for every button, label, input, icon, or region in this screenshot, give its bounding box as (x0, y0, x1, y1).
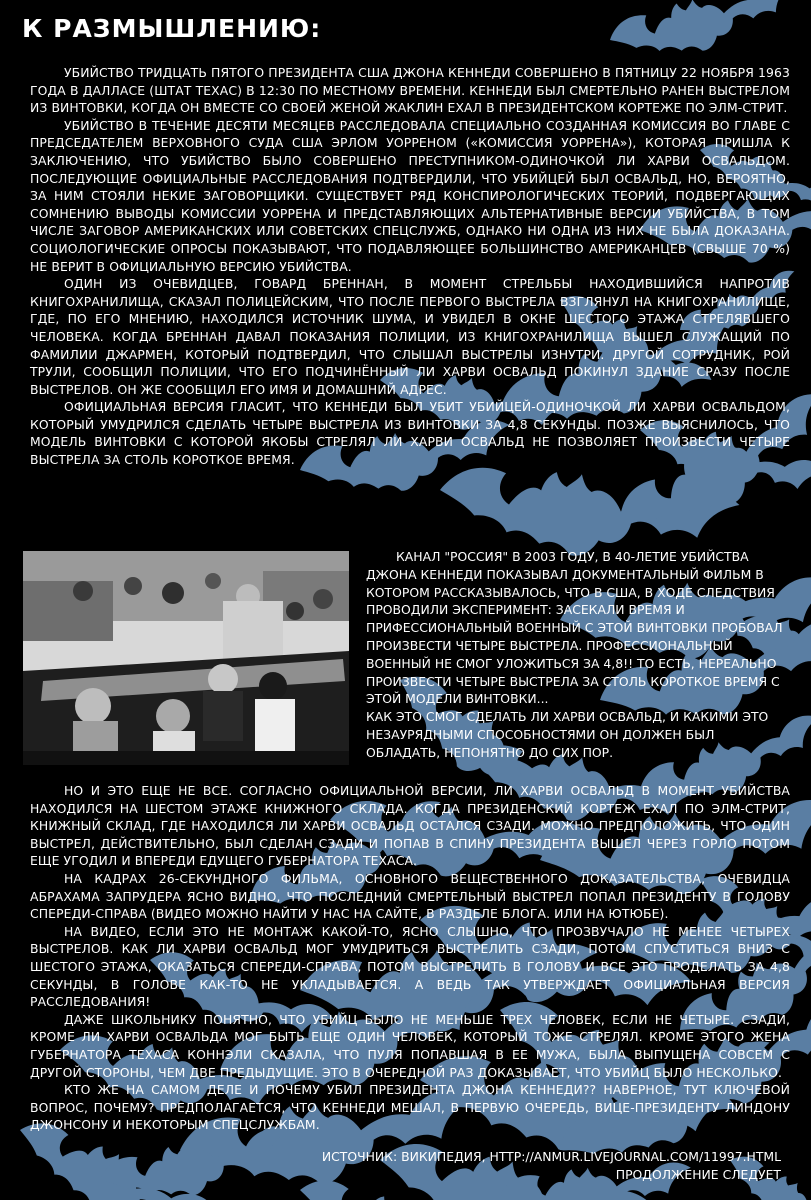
intro-paragraph: ОФИЦИАЛЬНАЯ ВЕРСИЯ ГЛАСИТ, ЧТО КЕННЕДИ БЫЛ УБИТ УБИЙЦЕЙ-ОДИНОЧКОЙ ЛИ ХАРВИ ОСВАЛЬДОМ, КОТОРЫЙ УМУДРИЛСЯ СДЕЛАТЬ ЧЕТЫРЕ ВЫСТРЕЛА ИЗ ВИНТОВКИ ЗА 4,8 СЕКУНДЫ. ПОЗЖЕ ВЫЯСНИЛОСЬ, ЧТО МОДЕЛЬ ВИНТОВКИ С КОТОРОЙ ЯКОБЫ СТРЕЛЯЛ ЛИ ХАРВИ ОСВАЛЬД НЕ ПОЗВОЛЯЕТ ПРОИЗВЕСТИ ЧЕТЫРЕ ВЫСТРЕЛА ЗА СТОЛЬ КОРОТКОЕ ВРЕМЯ. (30, 399, 790, 468)
continuation-note: ПРОДОЛЖЕНИЕ СЛЕДУЕТ (615, 1167, 781, 1182)
main-paragraph: КТО ЖЕ НА САМОМ ДЕЛЕ И ПОЧЕМУ УБИЛ ПРЕЗИДЕНТА ДЖОНА КЕННЕДИ?? НАВЕРНОЕ, ТУТ КЛЮЧЕВОЙ ВОПРОС, ПОЧЕМУ? ПРЕДПОЛАГАЕТСЯ, ЧТО КЕННЕДИ МЕШАЛ, В ПЕРВУЮ ОЧЕРЕДЬ, ВИЦЕ-ПРЕЗИДЕНТУ ЛИНДОНУ ДЖОНСОНУ И НЕКОТОРЫМ СПЕЦСЛУЖБАМ. (30, 1082, 790, 1133)
main-paragraph: НО И ЭТО ЕЩЕ НЕ ВСЕ. СОГЛАСНО ОФИЦИАЛЬНОЙ ВЕРСИИ, ЛИ ХАРВИ ОСВАЛЬД В МОМЕНТ УБИЙСТВА НАХОДИЛСЯ НА ШЕСТОМ ЭТАЖЕ КНИЖНОГО СКЛАДА. КОГДА ПРЕЗИДЕНСКИЙ КОРТЕЖ ЕХАЛ ПО ЭЛМ-СТРИТ, КНИЖНЫЙ СКЛАД, ГДЕ НАХОДИЛСЯ ЛИ ХАРВИ ОСВАЛЬД ОСТАЛСЯ СЗАДИ. МОЖНО ПРЕДПОЛОЖИТЬ, ЧТО ОДИН ВЫСТРЕЛ, ДЕЙСТВИТЕЛЬНО, БЫЛ СДЕЛАН СЗАДИ И ПОПАВ В СПИНУ ПРЕЗИДЕНТА ВЫШЕЛ ЧЕРЕЗ ГОРЛО ПОТОМ ЕЩЕ УГОДИЛ И ВПЕРЕДИ ЕДУЩЕГО ГУБЕРНАТОРА ТЕХАСА. (30, 783, 790, 869)
intro-paragraph: ОДИН ИЗ ОЧЕВИДЦЕВ, ГОВАРД БРЕННАН, В МОМЕНТ СТРЕЛЬБЫ НАХОДИВШИЙСЯ НАПРОТИВ КНИГОХРАНИЛИЩА, СКАЗАЛ ПОЛИЦЕЙСКИМ, ЧТО ПОСЛЕ ПЕРВОГО ВЫСТРЕЛА ВЗГЛЯНУЛ НА КНИГОХРАНИЛИЩЕ, ГДЕ, ПО ЕГО МНЕНИЮ, НАХОДИЛСЯ ИСТОЧНИК ШУМА, И УВИДЕЛ В ОКНЕ ШЕСТОГО ЭТАЖА СТРЕЛЯВШЕГО ЧЕЛОВЕКА. КОГДА БРЕННАН ДАВАЛ ПОКАЗАНИЯ ПОЛИЦИИ, ИЗ КНИГОХРАНИЛИЩА ВЫШЕЛ СЛУЖАЩИЙ ПО ФАМИЛИИ ДЖАРМЕН, КОТОРЫЙ ПОДТВЕРДИЛ, ЧТО СЛЫШАЛ ВЫСТРЕЛЫ ИЗНУТРИ. ДРУГОЙ СОТРУДНИК, РОЙ ТРУЛИ, СООБЩИЛ ПОЛИЦИИ, ЧТО ЕГО ПОДЧИНЁННЫЙ ЛИ ХАРВИ ОСВАЛЬД ПОКИНУЛ ЗДАНИЕ СРАЗУ ПОСЛЕ ВЫСТРЕЛОВ. ОН ЖЕ СООБЩИЛ ЕГО ИМЯ И ДОМАШНИЙ АДРЕС. (30, 276, 790, 397)
main-text (30, 782, 790, 1134)
motorcade-photo (23, 551, 349, 765)
page-title: К РАЗМЫШЛЕНИЮ: (22, 14, 322, 43)
source-block (322, 1148, 781, 1184)
source-link[interactable]: ИСТОЧНИК: ВИКИПЕДИЯ, HTTP://ANMUR.LIVEJOURNAL.COM/11997.HTML (321, 1149, 781, 1164)
main-paragraph: НА КАДРАХ 26-СЕКУНДНОГО ФИЛЬМА, ОСНОВНОГО ВЕЩЕСТВЕННОГО ДОКАЗАТЕЛЬСТВА, ОЧЕВИДЦА АБРАХАМА ЗАПРУДЕРА ЯСНО ВИДНО, ЧТО ПОСЛЕДНИЙ СМЕРТЕЛЬНЫЙ ВЫСТРЕЛ ПОПАЛ ПРЕЗИДЕНТУ В ГОЛОВУ СПЕРЕДИ-СПРАВА (ВИДЕО МОЖНО НАЙТИ У НАС НА САЙТЕ, В РАЗДЕЛЕ БЛОГА. ИЛИ НА ЮТЮБЕ). (30, 870, 790, 922)
side-paragraph: КАНАЛ "РОССИЯ" В 2003 ГОДУ, В 40-ЛЕТИЕ УБИЙСТВА ДЖОНА КЕННЕДИ ПОКАЗЫВАЛ ДОКУМЕНТАЛЬНЫЙ ФИЛЬМ В КОТОРОМ РАССКАЗЫВАЛОСЬ, ЧТО В США, В ХОДЕ СЛЕДСТВИЯ ПРОВОДИЛИ ЭКСПЕРИМЕНТ: ЗАСЕКАЛИ ВРЕМЯ И ПРИФЕССИОНАЛЬНЫЙ ВОЕННЫЙ С ЭТОЙ ВИНТОВКИ ПРОБОВАЛ ПРОИЗВЕСТИ ЧЕТЫРЕ ВЫСТРЕЛА. ПРОФЕССИОНАЛЬНЫЙ ВОЕННЫЙ НЕ СМОГ УЛОЖИТЬСЯ ЗА 4,8!! ТО ЕСТЬ, НЕРЕАЛЬНО ПРОИЗВЕСТИ ЧЕТЫРЕ ВЫСТРЕЛА ЗА СТОЛЬ КОРОТКОЕ ВРЕМЯ С ЭТОЙ МОДЕЛИ ВИНТОВКИ... (366, 549, 783, 707)
main-paragraph: ДАЖЕ ШКОЛЬНИКУ ПОНЯТНО, ЧТО УБИЙЦ БЫЛО НЕ МЕНЬШЕ ТРЕХ ЧЕЛОВЕК, ЕСЛИ НЕ ЧЕТЫРЕ. СЗАДИ, КРОМЕ ЛИ ХАРВИ ОСВАЛЬДА МОГ БЫТЬ ЕЩЕ ОДИН ЧЕЛОВЕК, КОТОРЫЙ ТОЖЕ СТРЕЛЯЛ. КРОМЕ ЭТОГО ЖЕНА ГУБЕРНАТОРА ТЕХАСА КОННЭЛИ СКАЗАЛА, ЧТО ПУЛЯ ПОПАВШАЯ В ЕЕ МУЖА, БЫЛА ВЫПУЩЕНА СОВСЕМ С ДРУГОЙ СТОРОНЫ, ЧЕМ ДВЕ ПРЕДЫДУЩИЕ. ЭТО В ОЧЕРЕДНОЙ РАЗ ДОКАЗЫВАЕТ, ЧТО УБИЙЦ БЫЛО НЕСКОЛЬКО. (30, 1011, 790, 1080)
intro-paragraph: УБИЙСТВО ТРИДЦАТЬ ПЯТОГО ПРЕЗИДЕНТА США ДЖОНА КЕННЕДИ СОВЕРШЕНО В ПЯТНИЦУ 22 НОЯБРЯ 1963 ГОДА В ДАЛЛАСЕ (ШТАТ ТЕХАС) В 12:30 ПО МЕСТНОМУ ВРЕМЕНИ. КЕННЕДИ БЫЛ СМЕРТЕЛЬНО РАНЕН ВЫСТРЕЛОМ ИЗ ВИНТОВКИ, КОГДА ОН ВМЕСТЕ СО СВОЕЙ ЖЕНОЙ ЖАКЛИН ЕХАЛ В ПРЕЗИДЕНТСКОМ КОРТЕЖЕ ПО ЭЛМ-СТРИТ. (30, 65, 790, 116)
side-text (366, 548, 786, 762)
main-paragraph: НА ВИДЕО, ЕСЛИ ЭТО НЕ МОНТАЖ КАКОЙ-ТО, ЯСНО СЛЫШНО, ЧТО ПРОЗВУЧАЛО НЕ МЕНЕЕ ЧЕТЫРЕХ ВЫСТРЕЛОВ. КАК ЛИ ХАРВИ ОСВАЛЬД МОГ УМУДРИТЬСЯ ВЫСТРЕЛИТЬ СЗАДИ, ПОТОМ СПУСТИТЬСЯ ВНИЗ С ШЕСТОГО ЭТАЖА, ОКАЗАТЬСЯ СПЕРЕДИ-СПРАВА, ПОТОМ ВЫСТРЕЛИТЬ В ГОЛОВУ И ВСЕ ЭТО ПРОДЕЛАТЬ ЗА 4,8 СЕКУНДЫ, В ГОЛОВЕ КАК-ТО НЕ УКЛАДЫВАЕТСЯ. А ВЕДЬ ТАК УТВЕРЖДАЕТ ОФИЦИАЛЬНАЯ ВЕРСИЯ РАССЛЕДОВАНИЯ! (30, 923, 790, 1010)
side-paragraph: КАК ЭТО СМОГ СДЕЛАТЬ ЛИ ХАРВИ ОСВАЛЬД, И КАКИМИ ЭТО НЕЗАУРЯДНЫМИ СПОСОБНОСТЯМИ ОН ДОЛЖЕН БЫЛ ОБЛАДАТЬ, НЕПОНЯТНО ДО СИХ ПОР. (366, 709, 769, 760)
intro-text (30, 64, 790, 469)
intro-paragraph: УБИЙСТВО В ТЕЧЕНИЕ ДЕСЯТИ МЕСЯЦЕВ РАССЛЕДОВАЛА СПЕЦИАЛЬНО СОЗДАННАЯ КОМИССИЯ ВО ГЛАВЕ С ПРЕДСЕДАТЕЛЕМ ВЕРХОВНОГО СУДА США ЭРЛОМ УОРРЕНОМ («КОМИССИЯ УОРРЕНА»), КОТОРАЯ ПРИШЛА К ЗАКЛЮЧЕНИЮ, ЧТО УБИЙСТВО БЫЛО СОВЕРШЕНО ПРЕСТУПНИКОМ-ОДИНОЧКОЙ ЛИ ХАРВИ ОСВАЛЬДОМ. ПОСЛЕДУЮЩИЕ ОФИЦИАЛЬНЫЕ РАССЛЕДОВАНИЯ ПОДТВЕРДИЛИ, ЧТО УБИЙЦЕЙ БЫЛ ОСВАЛЬД, НО, ВЕРОЯТНО, ЗА НИМ СТОЯЛИ НЕКИЕ ЗАГОВОРЩИКИ. СУЩЕСТВУЕТ РЯД КОНСПИРОЛОГИЧЕСКИХ ТЕОРИЙ, ПОДВЕРГАЮЩИХ СОМНЕНИЮ ВЫВОДЫ КОМИССИИ УОРРЕНА И ПРЕДСТАВЛЯЮЩИХ АЛЬТЕРНАТИВНЫЕ ВЕРСИИ УБИЙСТВА, В ТОМ ЧИСЛЕ ЗАГОВОР АМЕРИКАНСКИХ ИЛИ СОВЕТСКИХ СПЕЦСЛУЖБ, ОДНАКО НИ ОДНА ИЗ НИХ НЕ БЫЛА ДОКАЗАНА. СОЦИОЛОГИЧЕСКИЕ ОПРОСЫ ПОКАЗЫВАЮТ, ЧТО ПОДАВЛЯЮЩЕЕ БОЛЬШИНСТВО АМЕРИКАНЦЕВ (СВЫШЕ 70 %) НЕ ВЕРИТ В ОФИЦИАЛЬНУЮ ВЕРСИЮ УБИЙСТВА. (30, 117, 790, 274)
